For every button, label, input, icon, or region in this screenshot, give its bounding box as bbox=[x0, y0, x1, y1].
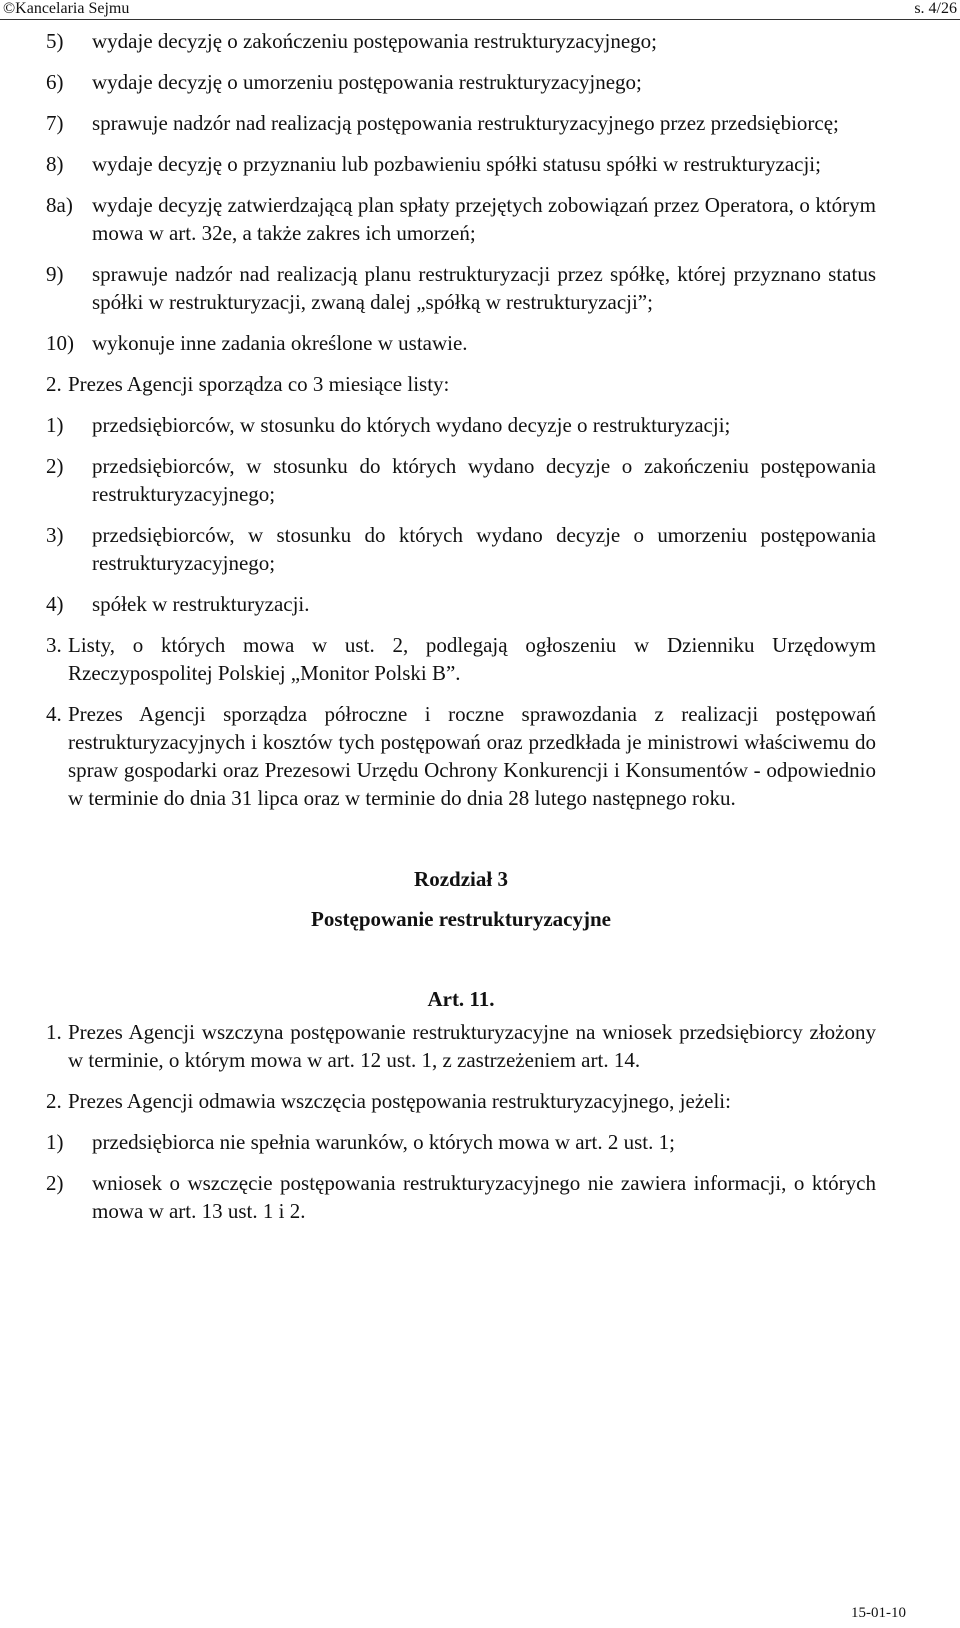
item-number: 10) bbox=[46, 331, 74, 355]
item-text: wydaje decyzję o przyznaniu lub pozbawieniu spółki statusu spółki w restrukturyzacji; bbox=[92, 152, 821, 176]
list-item bbox=[46, 191, 876, 247]
paragraph-ust-3 bbox=[46, 631, 876, 687]
item-number: 8a) bbox=[46, 193, 73, 217]
item-text: sprawuje nadzór nad realizacją planu restrukturyzacji przez spółkę, której przyznano status spółki w restrukturyzacji, zwaną dalej „spółką w restrukturyzacji”; bbox=[92, 262, 876, 314]
list-item bbox=[46, 329, 876, 357]
paragraph-text: Prezes Agencji wszczyna postępowanie restrukturyzacyjne na wniosek przedsiębiorcy złożony w terminie, o którym mowa w art. 12 ust. 1, z zastrzeżeniem art. 14. bbox=[68, 1020, 876, 1072]
copyright-label: ©Kancelaria Sejmu bbox=[3, 0, 130, 17]
item-number: 9) bbox=[46, 262, 64, 286]
item-text: przedsiębiorców, w stosunku do których wydano decyzje o restrukturyzacji; bbox=[92, 413, 731, 437]
chapter-title: Postępowanie restrukturyzacyjne bbox=[311, 907, 611, 931]
item-number: 5) bbox=[46, 29, 64, 53]
item-text: przedsiębiorców, w stosunku do których wydano decyzje o umorzeniu postępowania restrukturyzacyjnego; bbox=[92, 523, 876, 575]
list-item bbox=[46, 27, 876, 55]
item-text: spółek w restrukturyzacji. bbox=[92, 592, 310, 616]
paragraph-text: Prezes Agencji sporządza półroczne i roczne sprawozdania z realizacji postępowań restrukturyzacyjnych i kosztów tych postępowań oraz przedkłada je ministrowi właściwemu do spraw gospodarki oraz Prezesowi Urzędu Ochrony Konkurencji i Konsumentów - odpowiednio w terminie do dnia 31 lipca oraz w terminie do dnia 28 lutego następnego roku. bbox=[68, 702, 876, 810]
item-text: przedsiębiorców, w stosunku do których wydano decyzje o zakończeniu postępowania restrukturyzacyjnego; bbox=[92, 454, 876, 506]
paragraph-number: 2. bbox=[46, 1089, 62, 1113]
chapter-number: Rozdział 3 bbox=[414, 867, 508, 891]
article-ust-1 bbox=[46, 1018, 876, 1074]
list-item bbox=[46, 521, 876, 577]
document-body bbox=[46, 27, 876, 1238]
article-ust-2 bbox=[46, 1087, 876, 1115]
item-number: 4) bbox=[46, 592, 64, 616]
list-item bbox=[46, 1169, 876, 1225]
list-item bbox=[46, 109, 876, 137]
item-text: wydaje decyzję zatwierdzającą plan spłaty przejętych zobowiązań przez Operatora, o którym mowa w art. 32e, a także zakres ich umorzeń; bbox=[92, 193, 876, 245]
page-number: s. 4/26 bbox=[914, 0, 957, 17]
article-heading: Art. 11. bbox=[427, 987, 495, 1011]
paragraph-text: Listy, o których mowa w ust. 2, podlegają ogłoszeniu w Dzienniku Urzędowym Rzeczypospolitej Polskiej „Monitor Polski B”. bbox=[68, 633, 876, 685]
list-item bbox=[46, 150, 876, 178]
item-number: 2) bbox=[46, 1171, 64, 1195]
item-number: 8) bbox=[46, 152, 64, 176]
paragraph-number: 3. bbox=[46, 633, 62, 657]
ust2-list bbox=[46, 411, 876, 618]
header-divider bbox=[0, 19, 960, 20]
item-number: 6) bbox=[46, 70, 64, 94]
paragraph-ust-2 bbox=[46, 370, 876, 398]
item-text: wydaje decyzję o umorzeniu postępowania restrukturyzacyjnego; bbox=[92, 70, 642, 94]
paragraph-text: Prezes Agencji odmawia wszczęcia postępowania restrukturyzacyjnego, jeżeli: bbox=[68, 1089, 731, 1113]
paragraph-text: Prezes Agencji sporządza co 3 miesiące listy: bbox=[68, 372, 450, 396]
page-header bbox=[0, 0, 960, 18]
footer-date: 15-01-10 bbox=[851, 1605, 906, 1621]
item-text: sprawuje nadzór nad realizacją postępowania restrukturyzacyjnego przez przedsiębiorcę; bbox=[92, 111, 839, 135]
item-number: 3) bbox=[46, 523, 64, 547]
item-text: wniosek o wszczęcie postępowania restrukturyzacyjnego nie zawiera informacji, o których mowa w art. 13 ust. 1 i 2. bbox=[92, 1171, 876, 1223]
list-item bbox=[46, 411, 876, 439]
list-item bbox=[46, 590, 876, 618]
paragraph-number: 1. bbox=[46, 1020, 62, 1044]
paragraph-number: 2. bbox=[46, 372, 62, 396]
article-ust2-list bbox=[46, 1128, 876, 1225]
paragraph-number: 4. bbox=[46, 702, 62, 726]
item-text: wykonuje inne zadania określone w ustawie. bbox=[92, 331, 468, 355]
paragraph-ust-4 bbox=[46, 700, 876, 812]
list-item bbox=[46, 260, 876, 316]
items-list-top bbox=[46, 27, 876, 357]
list-item bbox=[46, 452, 876, 508]
item-number: 2) bbox=[46, 454, 64, 478]
item-number: 1) bbox=[46, 413, 64, 437]
item-number: 7) bbox=[46, 111, 64, 135]
spacer bbox=[46, 825, 876, 865]
spacer bbox=[46, 933, 876, 985]
item-number: 1) bbox=[46, 1130, 64, 1154]
list-item bbox=[46, 68, 876, 96]
list-item bbox=[46, 1128, 876, 1156]
item-text: przedsiębiorca nie spełnia warunków, o których mowa w art. 2 ust. 1; bbox=[92, 1130, 675, 1154]
item-text: wydaje decyzję o zakończeniu postępowania restrukturyzacyjnego; bbox=[92, 29, 658, 53]
